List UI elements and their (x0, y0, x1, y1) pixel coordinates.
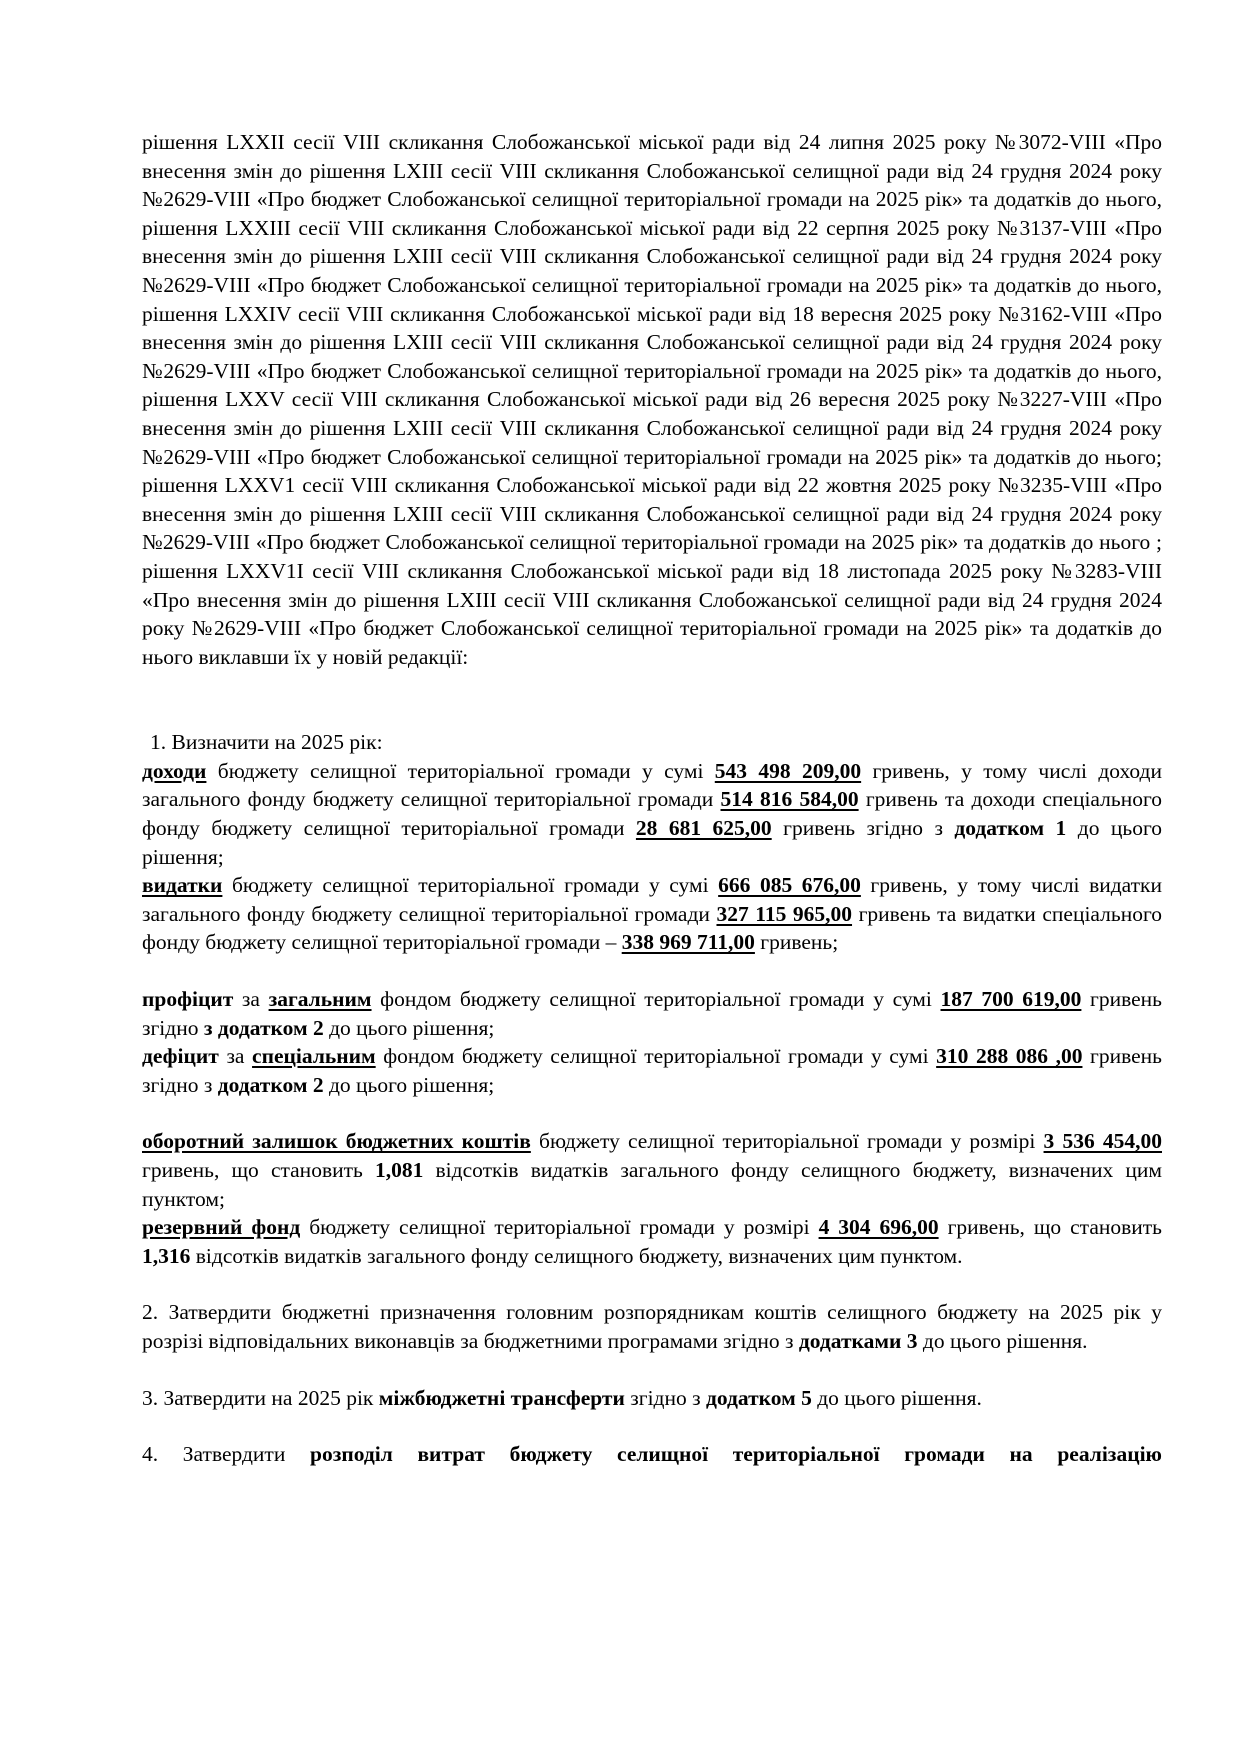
expenses-paragraph (142, 871, 1162, 957)
deficit-amount: 310 288 086 ,00 (936, 1044, 1083, 1069)
surplus-text-4: до цього рішення; (323, 1015, 495, 1040)
item4-text-1: 4. Затвердити (142, 1442, 310, 1467)
item2-annex: додатками 3 (798, 1328, 918, 1353)
item3-paragraph (142, 1384, 1162, 1413)
item3-annex: додатком 5 (706, 1385, 812, 1410)
income-annex: додатком 1 (954, 816, 1067, 841)
expenses-text-3: гривень та видатки спеціального фонду бюджету селищної територіальної громади – (142, 901, 1162, 955)
income-term: доходи (142, 758, 207, 783)
surplus-annex: з додатком 2 (203, 1015, 324, 1040)
expenses-text-4: гривень; (754, 930, 839, 955)
reserve-percent: 1,316 (142, 1243, 191, 1268)
spacer (142, 1099, 1162, 1127)
income-text-4: гривень згідно з (771, 816, 955, 841)
item2-text-1: 2. Затвердити бюджетні призначення головним розпорядникам коштів селищного бюджету на 2025 рік у розрізі відповідальних виконавців за бюджетними програмами згідно з (142, 1300, 1162, 1353)
working-balance-text-1: бюджету селищної територіальної громади у розмірі (530, 1129, 1044, 1154)
surplus-paragraph (142, 985, 1162, 1042)
income-general: 514 816 584,00 (720, 787, 859, 812)
item3-bold: міжбюджетні трансферти (378, 1385, 625, 1410)
item4-bold: розподіл витрат бюджету селищної територіальної громади на реалізацію (310, 1442, 1162, 1467)
spacer (142, 1270, 1162, 1298)
reserve-term: резервний фонд (142, 1215, 301, 1240)
working-balance-paragraph (142, 1127, 1162, 1213)
surplus-text-1: за (233, 987, 269, 1012)
working-balance-text-3: відсотків видатків загального фонду селищного бюджету, визначених цим пунктом; (142, 1158, 1163, 1211)
spacer (142, 1412, 1162, 1440)
working-balance-term: оборотний залишок бюджетних коштів (142, 1129, 531, 1154)
spacer (142, 1356, 1162, 1384)
expenses-term: видатки (142, 873, 223, 898)
reserve-text-1: бюджету селищної територіальної громади у розмірі (300, 1215, 819, 1240)
item1-heading: 1. Визначити на 2025 рік: (150, 730, 383, 755)
expenses-total: 666 085 676,00 (718, 873, 861, 898)
surplus-term: профіцит (142, 987, 234, 1012)
expenses-special: 338 969 711,00 (621, 930, 755, 955)
deficit-text-1: за (218, 1044, 253, 1069)
deficit-term: дефіцит (142, 1044, 219, 1069)
income-total: 543 498 209,00 (714, 758, 862, 783)
reserve-paragraph (142, 1213, 1162, 1270)
document-page (142, 128, 1162, 1469)
expenses-text-1: бюджету селищної територіальної громади у сумі (222, 873, 719, 898)
item3-text-2: згідно з (624, 1385, 706, 1410)
item3-text-3: до цього рішення. (811, 1385, 982, 1410)
surplus-amount: 187 700 619,00 (940, 987, 1082, 1012)
expenses-general: 327 115 965,00 (716, 901, 853, 926)
deficit-text-4: до цього рішення; (323, 1072, 495, 1097)
item2-paragraph (142, 1298, 1162, 1355)
reserve-text-3: відсотків видатків загального фонду селищного бюджету, визначених цим пунктом. (190, 1243, 963, 1268)
deficit-text-2: фондом бюджету селищної територіальної громади у сумі (375, 1044, 937, 1069)
deficit-annex: додатком 2 (217, 1072, 324, 1097)
expenses-text-2: гривень, у тому числі видатки загального фонду бюджету селищної територіальної громади (142, 873, 1163, 926)
spacer (142, 957, 1162, 985)
income-paragraph (142, 757, 1162, 871)
deficit-text-3: гривень згідно з (142, 1044, 1162, 1097)
working-balance-text-2: гривень, що становить (142, 1158, 375, 1182)
surplus-text-2: фондом бюджету селищної територіальної громади у сумі (371, 987, 941, 1012)
income-special: 28 681 625,00 (635, 816, 772, 841)
income-text-1: бюджету селищної територіальної громади у сумі (206, 758, 715, 783)
reserve-amount: 4 304 696,00 (818, 1215, 939, 1240)
item2-text-2: до цього рішення. (917, 1328, 1088, 1353)
deficit-paragraph (142, 1042, 1162, 1099)
surplus-text-3: гривень згідно (142, 987, 1162, 1040)
income-text-3: гривень та доходи спеціального фонду бюджету селищної територіальної громади (142, 787, 1162, 841)
deficit-fund: спеціальним (252, 1044, 376, 1069)
surplus-fund: загальним (268, 987, 372, 1012)
income-text-5: до цього рішення; (142, 816, 1162, 869)
working-balance-amount: 3 536 454,00 (1043, 1129, 1162, 1154)
item3-text-1: 3. Затвердити на 2025 рік (142, 1385, 379, 1410)
item4-paragraph (142, 1440, 1162, 1469)
income-text-2: гривень, у тому числі доходи загального фонду бюджету селищної територіальної громади (142, 758, 1162, 812)
reserve-text-2: гривень, що становить (938, 1215, 1162, 1240)
spacer (142, 671, 1162, 728)
preamble-paragraph: рішення LXXII сесії VIII скликання Слобожанської міської ради від 24 липня 2025 року №3072-VIII «Про внесення змін до рішення LXIII сесії VIII скликання Слобожанської селищної ради від 24 грудня 2024 року №2629-VIII «Про бюджет Слобожанської селищної територіальної громади на 2025 рік» та додатків до нього, рішення LXXIII сесії VIII скликання Слобожанської міської ради від 22 серпня 2025 року №3137-VIII «Про внесення змін до рішення LXIII сесії VIII скликання Слобожанської селищної ради від 24 грудня 2024 року №2629-VIII «Про бюджет Слобожанської селищної територіальної громади на 2025 рік» та додатків до нього, рішення LXXIV сесії VIII скликання Слобожанської міської ради від 18 вересня 2025 року №3162-VIII «Про внесення змін до рішення LXIII сесії VIII скликання Слобожанської селищної ради від 24 грудня 2024 року №2629-VIII «Про бюджет Слобожанської селищної територіальної громади на 2025 рік» та додатків до нього, рішення LXXV сесії VIII скликання Слобожанської міської ради від 26 вересня 2025 року №3227-VIII «Про внесення змін до рішення LXIII сесії VIII скликання Слобожанської селищної ради від 24 грудня 2024 року №2629-VIII «Про бюджет Слобожанської селищної територіальної громади на 2025 рік» та додатків до нього; рішення LXXV1 сесії VIII скликання Слобожанської міської ради від 22 жовтня 2025 року №3235-VIII «Про внесення змін до рішення LXIII сесії VIII скликання Слобожанської селищної ради від 24 грудня 2024 року №2629-VIII «Про бюджет Слобожанської селищної територіальної громади на 2025 рік» та додатків до нього ; рішення LXXV1I сесії VIII скликання Слобожанської міської ради від 18 листопада 2025 року №3283-VIII «Про внесення змін до рішення LXIII сесії VIII скликання Слобожанської селищної ради від 24 грудня 2024 року №2629-VIII «Про бюджет Слобожанської селищної територіальної громади на 2025 рік» та додатків до нього виклавши їх у новій редакції: (142, 130, 1163, 669)
working-balance-percent: 1,081 (374, 1158, 424, 1182)
